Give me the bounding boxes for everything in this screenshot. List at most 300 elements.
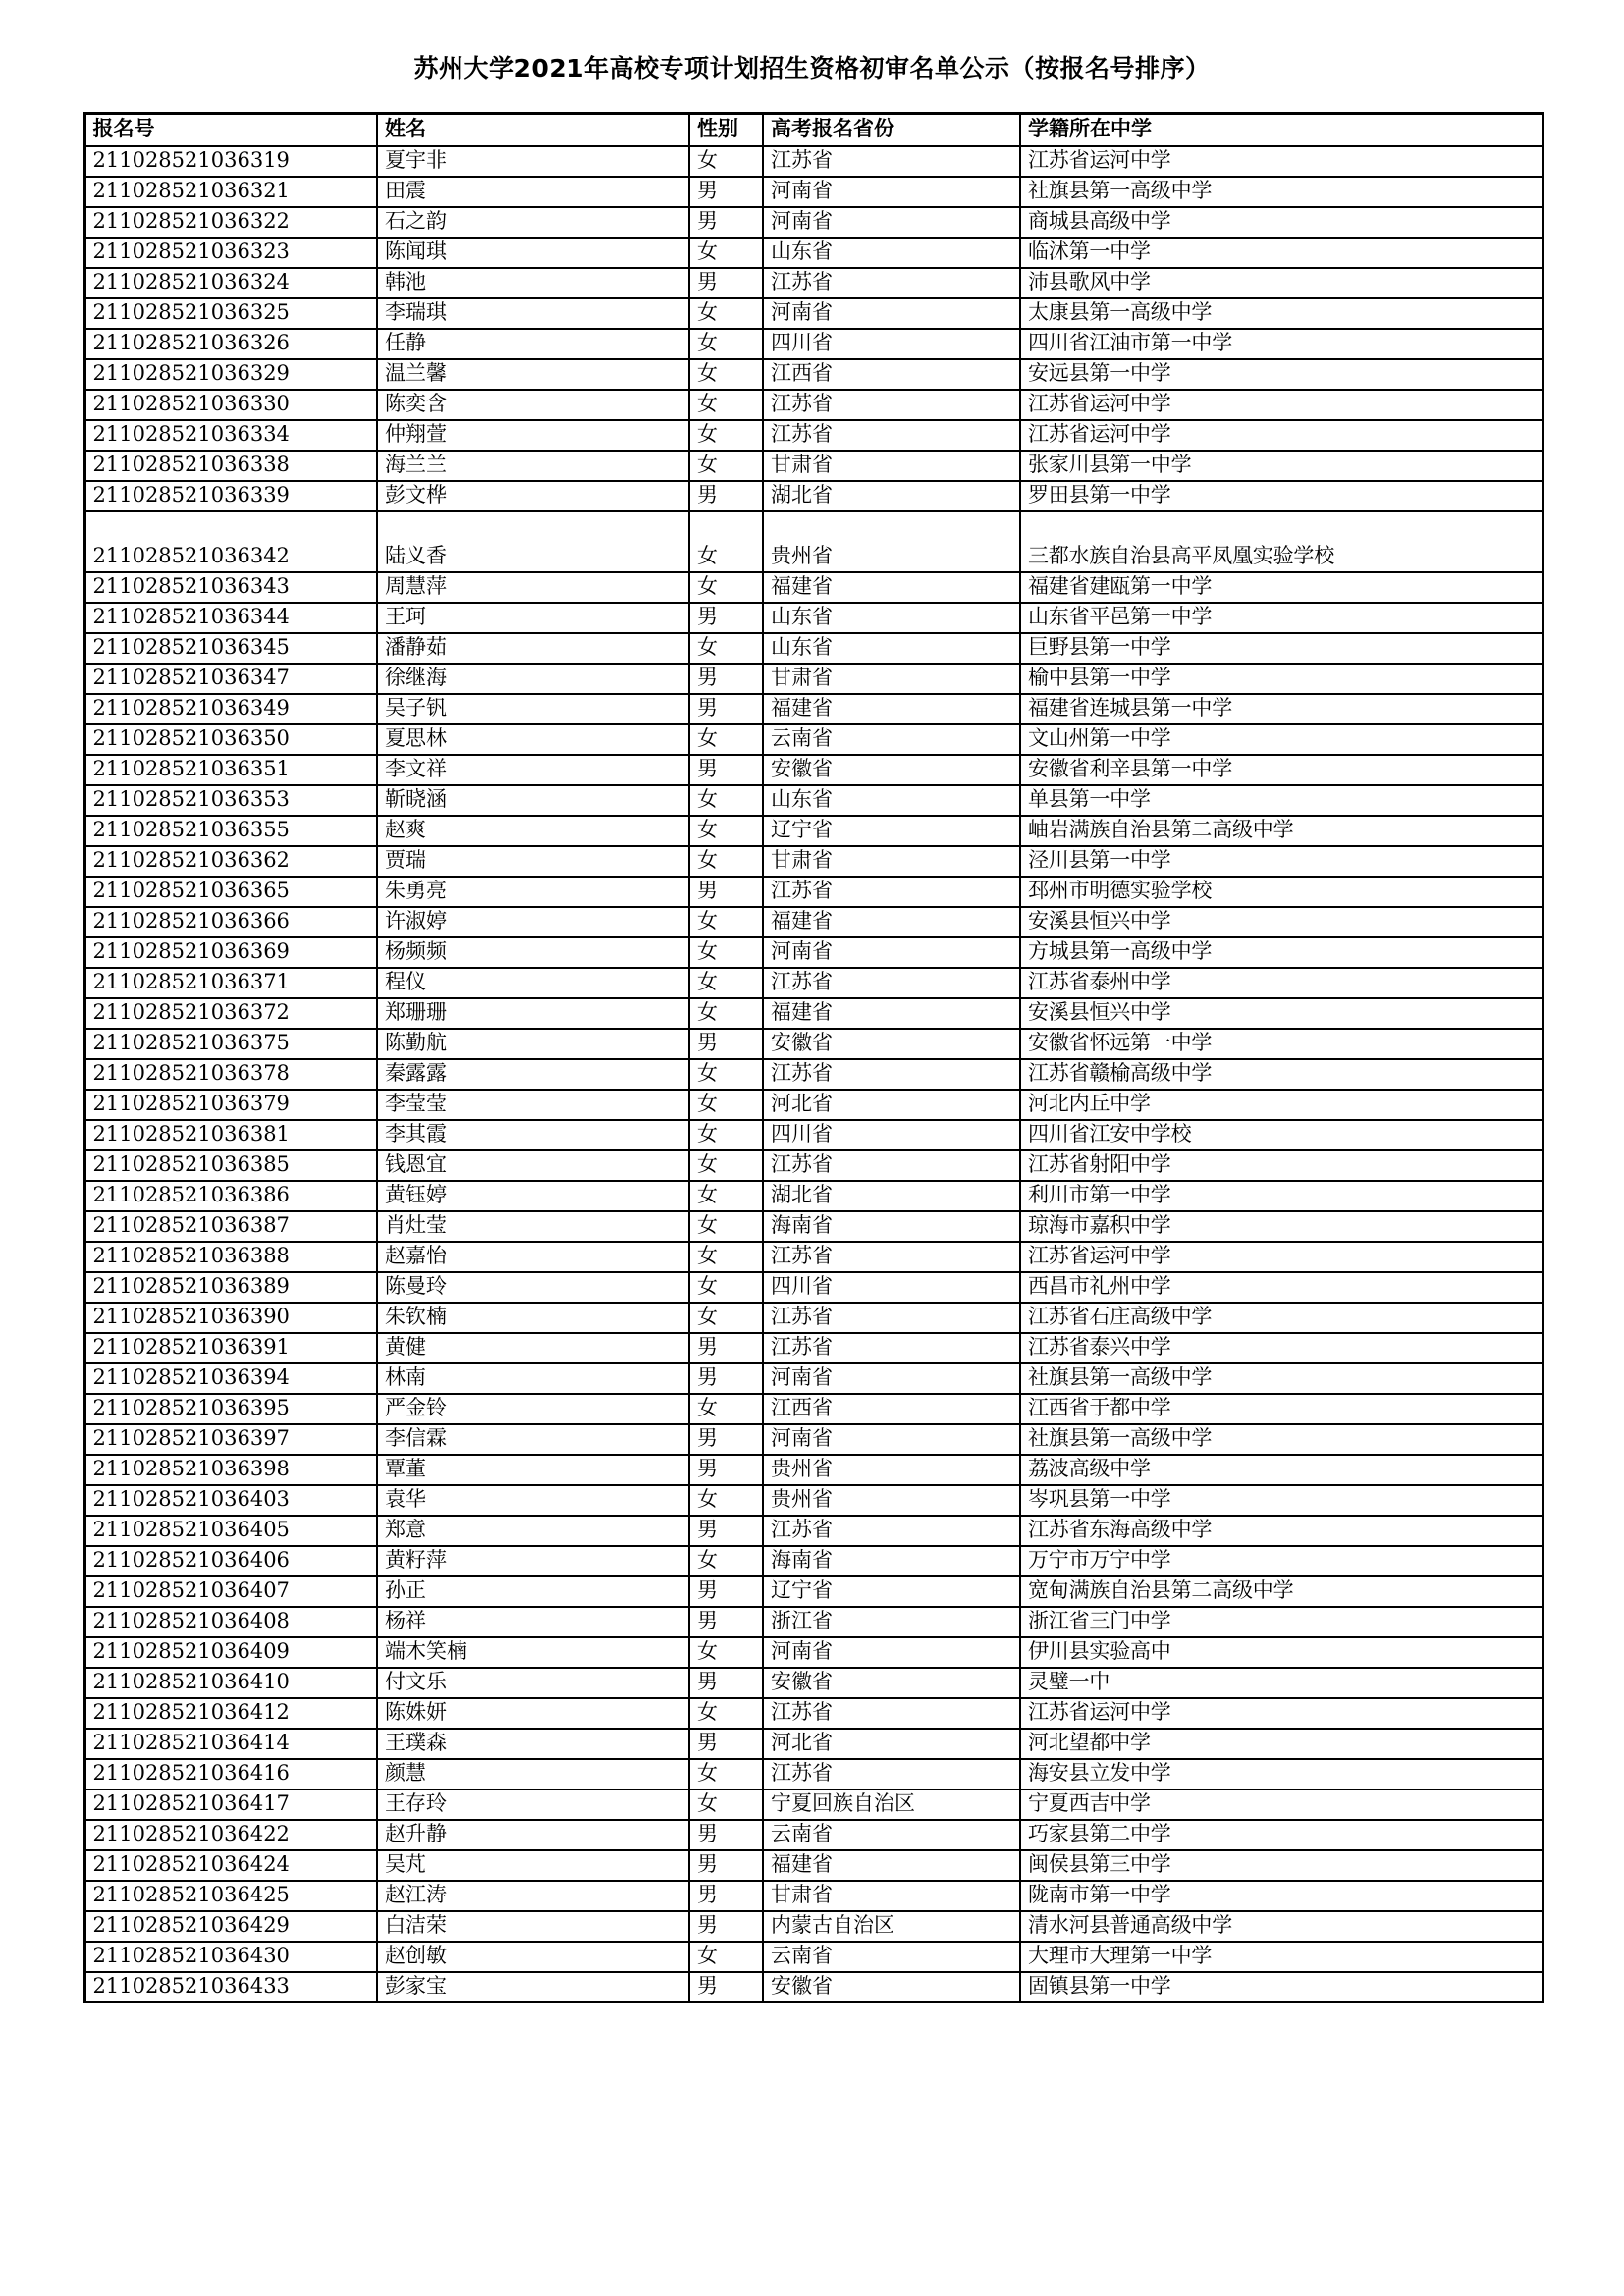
table-row — [84, 998, 1543, 1029]
cell-exam-province: 安徽省 — [763, 755, 1020, 785]
cell-exam-province: 江苏省 — [763, 1242, 1020, 1272]
cell-student-name: 任静 — [377, 329, 689, 359]
cell-exam-province: 江苏省 — [763, 268, 1020, 298]
cell-school: 安徽省怀远第一中学 — [1020, 1029, 1543, 1059]
cell-gender: 男 — [689, 603, 763, 633]
table-row — [84, 451, 1543, 481]
cell-gender: 女 — [689, 1059, 763, 1090]
cell-school: 江苏省泰州中学 — [1020, 968, 1543, 998]
cell-exam-province: 江苏省 — [763, 877, 1020, 907]
cell-registration-number: 211028521036407 — [84, 1576, 377, 1607]
cell-registration-number: 211028521036414 — [84, 1729, 377, 1759]
cell-school: 江苏省运河中学 — [1020, 390, 1543, 420]
cell-exam-province: 湖北省 — [763, 481, 1020, 511]
cell-school: 文山州第一中学 — [1020, 724, 1543, 755]
cell-registration-number: 211028521036379 — [84, 1090, 377, 1120]
cell-student-name: 陈姝妍 — [377, 1698, 689, 1729]
cell-exam-province: 福建省 — [763, 907, 1020, 937]
table-row — [84, 1698, 1543, 1729]
cell-student-name: 杨频频 — [377, 937, 689, 968]
cell-gender: 男 — [689, 1576, 763, 1607]
cell-registration-number: 211028521036389 — [84, 1272, 377, 1303]
cell-registration-number: 211028521036319 — [84, 146, 377, 177]
cell-gender: 女 — [689, 1303, 763, 1333]
cell-school: 巨野县第一中学 — [1020, 633, 1543, 664]
cell-student-name: 海兰兰 — [377, 451, 689, 481]
cell-student-name: 仲翔萱 — [377, 420, 689, 451]
cell-registration-number: 211028521036334 — [84, 420, 377, 451]
cell-registration-number: 211028521036422 — [84, 1820, 377, 1850]
cell-registration-number: 211028521036430 — [84, 1942, 377, 1972]
cell-student-name: 赵嘉怡 — [377, 1242, 689, 1272]
cell-exam-province: 四川省 — [763, 1272, 1020, 1303]
cell-school: 清水河县普通高级中学 — [1020, 1911, 1543, 1942]
cell-registration-number: 211028521036362 — [84, 846, 377, 877]
cell-school: 江苏省东海高级中学 — [1020, 1516, 1543, 1546]
cell-gender: 男 — [689, 1850, 763, 1881]
cell-student-name: 夏宇非 — [377, 146, 689, 177]
table-row — [84, 238, 1543, 268]
cell-student-name: 田震 — [377, 177, 689, 207]
cell-gender: 男 — [689, 1668, 763, 1698]
table-row — [84, 298, 1543, 329]
cell-gender: 男 — [689, 1881, 763, 1911]
table-row — [84, 694, 1543, 724]
cell-gender: 女 — [689, 1242, 763, 1272]
cell-exam-province: 山东省 — [763, 603, 1020, 633]
cell-student-name: 徐继海 — [377, 664, 689, 694]
table-row — [84, 359, 1543, 390]
cell-gender: 女 — [689, 1546, 763, 1576]
cell-school: 琼海市嘉积中学 — [1020, 1211, 1543, 1242]
cell-school: 巧家县第二中学 — [1020, 1820, 1543, 1850]
cell-school: 安溪县恒兴中学 — [1020, 998, 1543, 1029]
cell-school: 宁夏西吉中学 — [1020, 1789, 1543, 1820]
table-header-row — [84, 114, 1543, 146]
cell-school: 太康县第一高级中学 — [1020, 298, 1543, 329]
cell-student-name: 杨祥 — [377, 1607, 689, 1637]
cell-student-name: 陈奕含 — [377, 390, 689, 420]
cell-student-name: 陈曼玲 — [377, 1272, 689, 1303]
cell-exam-province: 海南省 — [763, 1211, 1020, 1242]
cell-student-name: 潘静茹 — [377, 633, 689, 664]
table-row — [84, 1789, 1543, 1820]
table-row — [84, 146, 1543, 177]
cell-school: 宽甸满族自治县第二高级中学 — [1020, 1576, 1543, 1607]
cell-gender: 女 — [689, 359, 763, 390]
cell-student-name: 彭家宝 — [377, 1972, 689, 2002]
table-row — [84, 1516, 1543, 1546]
cell-gender: 女 — [689, 937, 763, 968]
cell-school: 江苏省运河中学 — [1020, 1242, 1543, 1272]
cell-exam-province: 河南省 — [763, 207, 1020, 238]
table-row — [84, 785, 1543, 816]
cell-registration-number: 211028521036403 — [84, 1485, 377, 1516]
cell-school: 安远县第一中学 — [1020, 359, 1543, 390]
cell-school: 福建省建瓯第一中学 — [1020, 572, 1543, 603]
cell-gender: 男 — [689, 1729, 763, 1759]
cell-student-name: 李瑞琪 — [377, 298, 689, 329]
table-row — [84, 1333, 1543, 1363]
cell-gender: 男 — [689, 1029, 763, 1059]
cell-school: 安徽省利辛县第一中学 — [1020, 755, 1543, 785]
table-row — [84, 816, 1543, 846]
table-row — [84, 1455, 1543, 1485]
cell-gender: 男 — [689, 694, 763, 724]
cell-exam-province: 江苏省 — [763, 1333, 1020, 1363]
cell-registration-number: 211028521036369 — [84, 937, 377, 968]
cell-student-name: 黄籽萍 — [377, 1546, 689, 1576]
cell-student-name: 吴子钒 — [377, 694, 689, 724]
cell-exam-province: 湖北省 — [763, 1181, 1020, 1211]
cell-exam-province: 浙江省 — [763, 1607, 1020, 1637]
cell-gender: 女 — [689, 1272, 763, 1303]
table-row — [84, 1059, 1543, 1090]
cell-registration-number: 211028521036381 — [84, 1120, 377, 1150]
cell-school: 方城县第一高级中学 — [1020, 937, 1543, 968]
cell-school: 四川省江油市第一中学 — [1020, 329, 1543, 359]
cell-student-name: 陈勤航 — [377, 1029, 689, 1059]
cell-gender: 女 — [689, 146, 763, 177]
cell-gender: 女 — [689, 1759, 763, 1789]
cell-school: 江苏省射阳中学 — [1020, 1150, 1543, 1181]
cell-school: 三都水族自治县高平凤凰实验学校 — [1020, 511, 1543, 572]
cell-school: 沛县歌风中学 — [1020, 268, 1543, 298]
table-row — [84, 1150, 1543, 1181]
cell-exam-province: 江苏省 — [763, 420, 1020, 451]
cell-gender: 女 — [689, 1211, 763, 1242]
cell-exam-province: 甘肃省 — [763, 846, 1020, 877]
cell-registration-number: 211028521036387 — [84, 1211, 377, 1242]
cell-school: 榆中县第一中学 — [1020, 664, 1543, 694]
cell-student-name: 靳晓涵 — [377, 785, 689, 816]
cell-gender: 男 — [689, 1607, 763, 1637]
cell-exam-province: 河北省 — [763, 1090, 1020, 1120]
table-row — [84, 1211, 1543, 1242]
table-row — [84, 1485, 1543, 1516]
cell-school: 社旗县第一高级中学 — [1020, 1424, 1543, 1455]
table-row — [84, 329, 1543, 359]
cell-school: 岑巩县第一中学 — [1020, 1485, 1543, 1516]
cell-student-name: 郑珊珊 — [377, 998, 689, 1029]
cell-registration-number: 211028521036366 — [84, 907, 377, 937]
cell-registration-number: 211028521036321 — [84, 177, 377, 207]
cell-student-name: 端木笑楠 — [377, 1637, 689, 1668]
column-header-name: 姓名 — [377, 114, 689, 146]
cell-school: 灵璧一中 — [1020, 1668, 1543, 1698]
cell-gender: 女 — [689, 1637, 763, 1668]
cell-exam-province: 山东省 — [763, 238, 1020, 268]
table-body — [84, 146, 1543, 2002]
cell-school: 西昌市礼州中学 — [1020, 1272, 1543, 1303]
cell-student-name: 李信霖 — [377, 1424, 689, 1455]
cell-exam-province: 江苏省 — [763, 1059, 1020, 1090]
cell-gender: 女 — [689, 238, 763, 268]
cell-gender: 女 — [689, 329, 763, 359]
cell-registration-number: 211028521036429 — [84, 1911, 377, 1942]
cell-school: 浙江省三门中学 — [1020, 1607, 1543, 1637]
cell-student-name: 孙正 — [377, 1576, 689, 1607]
cell-gender: 男 — [689, 481, 763, 511]
cell-exam-province: 江苏省 — [763, 1759, 1020, 1789]
cell-registration-number: 211028521036372 — [84, 998, 377, 1029]
cell-school: 社旗县第一高级中学 — [1020, 1363, 1543, 1394]
cell-exam-province: 福建省 — [763, 694, 1020, 724]
cell-registration-number: 211028521036324 — [84, 268, 377, 298]
cell-student-name: 温兰馨 — [377, 359, 689, 390]
cell-school: 罗田县第一中学 — [1020, 481, 1543, 511]
table-row — [84, 420, 1543, 451]
table-row — [84, 1911, 1543, 1942]
cell-exam-province: 江苏省 — [763, 968, 1020, 998]
cell-registration-number: 211028521036371 — [84, 968, 377, 998]
cell-registration-number: 211028521036350 — [84, 724, 377, 755]
cell-gender: 女 — [689, 1394, 763, 1424]
table-row — [84, 572, 1543, 603]
cell-registration-number: 211028521036433 — [84, 1972, 377, 2002]
table-row — [84, 1850, 1543, 1881]
cell-school: 江苏省泰兴中学 — [1020, 1333, 1543, 1363]
cell-student-name: 王存玲 — [377, 1789, 689, 1820]
cell-registration-number: 211028521036342 — [84, 511, 377, 572]
table-header — [84, 114, 1543, 146]
cell-student-name: 周慧萍 — [377, 572, 689, 603]
cell-school: 泾川县第一中学 — [1020, 846, 1543, 877]
cell-exam-province: 内蒙古自治区 — [763, 1911, 1020, 1942]
cell-student-name: 陆义香 — [377, 511, 689, 572]
cell-registration-number: 211028521036398 — [84, 1455, 377, 1485]
cell-exam-province: 河南省 — [763, 1363, 1020, 1394]
cell-student-name: 覃董 — [377, 1455, 689, 1485]
table-row — [84, 207, 1543, 238]
cell-gender: 女 — [689, 420, 763, 451]
cell-school: 河北内丘中学 — [1020, 1090, 1543, 1120]
cell-exam-province: 贵州省 — [763, 1455, 1020, 1485]
cell-gender: 女 — [689, 1789, 763, 1820]
cell-exam-province: 江苏省 — [763, 1150, 1020, 1181]
cell-exam-province: 江苏省 — [763, 1516, 1020, 1546]
cell-exam-province: 江西省 — [763, 359, 1020, 390]
cell-school: 福建省连城县第一中学 — [1020, 694, 1543, 724]
table-row — [84, 1363, 1543, 1394]
table-row — [84, 1881, 1543, 1911]
cell-school: 商城县高级中学 — [1020, 207, 1543, 238]
cell-student-name: 肖灶莹 — [377, 1211, 689, 1242]
table-row — [84, 1607, 1543, 1637]
cell-gender: 女 — [689, 724, 763, 755]
cell-gender: 男 — [689, 177, 763, 207]
table-row — [84, 877, 1543, 907]
table-row — [84, 1424, 1543, 1455]
table-row — [84, 511, 1543, 572]
cell-exam-province: 福建省 — [763, 572, 1020, 603]
cell-gender: 女 — [689, 1698, 763, 1729]
cell-school: 荔波高级中学 — [1020, 1455, 1543, 1485]
cell-gender: 女 — [689, 1150, 763, 1181]
cell-exam-province: 甘肃省 — [763, 1881, 1020, 1911]
cell-exam-province: 云南省 — [763, 1820, 1020, 1850]
cell-gender: 女 — [689, 998, 763, 1029]
cell-exam-province: 宁夏回族自治区 — [763, 1789, 1020, 1820]
cell-school: 万宁市万宁中学 — [1020, 1546, 1543, 1576]
cell-registration-number: 211028521036351 — [84, 755, 377, 785]
table-row — [84, 481, 1543, 511]
cell-student-name: 赵江涛 — [377, 1881, 689, 1911]
column-header-id: 报名号 — [84, 114, 377, 146]
cell-student-name: 钱恩宜 — [377, 1150, 689, 1181]
cell-school: 单县第一中学 — [1020, 785, 1543, 816]
cell-registration-number: 211028521036355 — [84, 816, 377, 846]
cell-registration-number: 211028521036424 — [84, 1850, 377, 1881]
cell-school: 张家川县第一中学 — [1020, 451, 1543, 481]
cell-school: 安溪县恒兴中学 — [1020, 907, 1543, 937]
cell-school: 伊川县实验高中 — [1020, 1637, 1543, 1668]
column-header-province: 高考报名省份 — [763, 114, 1020, 146]
cell-student-name: 赵升静 — [377, 1820, 689, 1850]
cell-exam-province: 四川省 — [763, 329, 1020, 359]
cell-gender: 男 — [689, 1424, 763, 1455]
cell-exam-province: 江苏省 — [763, 1698, 1020, 1729]
cell-gender: 女 — [689, 1942, 763, 1972]
cell-gender: 男 — [689, 1516, 763, 1546]
cell-registration-number: 211028521036416 — [84, 1759, 377, 1789]
cell-exam-province: 江苏省 — [763, 390, 1020, 420]
cell-gender: 女 — [689, 298, 763, 329]
table-row — [84, 1120, 1543, 1150]
cell-registration-number: 211028521036353 — [84, 785, 377, 816]
cell-exam-province: 江苏省 — [763, 1303, 1020, 1333]
cell-student-name: 夏思林 — [377, 724, 689, 755]
roster-table-wrapper — [83, 112, 1542, 2003]
cell-school: 江苏省运河中学 — [1020, 420, 1543, 451]
cell-exam-province: 辽宁省 — [763, 1576, 1020, 1607]
cell-registration-number: 211028521036395 — [84, 1394, 377, 1424]
cell-registration-number: 211028521036406 — [84, 1546, 377, 1576]
cell-student-name: 王璞森 — [377, 1729, 689, 1759]
cell-student-name: 袁华 — [377, 1485, 689, 1516]
table-row — [84, 1242, 1543, 1272]
cell-student-name: 陈闻琪 — [377, 238, 689, 268]
cell-exam-province: 四川省 — [763, 1120, 1020, 1150]
cell-student-name: 白洁荣 — [377, 1911, 689, 1942]
cell-exam-province: 河南省 — [763, 298, 1020, 329]
cell-exam-province: 福建省 — [763, 998, 1020, 1029]
cell-school: 河北望都中学 — [1020, 1729, 1543, 1759]
cell-gender: 女 — [689, 1485, 763, 1516]
cell-school: 陇南市第一中学 — [1020, 1881, 1543, 1911]
cell-school: 江苏省运河中学 — [1020, 146, 1543, 177]
cell-registration-number: 211028521036325 — [84, 298, 377, 329]
cell-exam-province: 甘肃省 — [763, 664, 1020, 694]
cell-registration-number: 211028521036410 — [84, 1668, 377, 1698]
cell-gender: 女 — [689, 785, 763, 816]
cell-student-name: 彭文桦 — [377, 481, 689, 511]
cell-registration-number: 211028521036385 — [84, 1150, 377, 1181]
cell-student-name: 郑意 — [377, 1516, 689, 1546]
cell-gender: 男 — [689, 755, 763, 785]
cell-gender: 女 — [689, 572, 763, 603]
table-row — [84, 1546, 1543, 1576]
cell-registration-number: 211028521036322 — [84, 207, 377, 238]
cell-gender: 女 — [689, 816, 763, 846]
table-row — [84, 846, 1543, 877]
cell-registration-number: 211028521036390 — [84, 1303, 377, 1333]
cell-student-name: 黄钰婷 — [377, 1181, 689, 1211]
cell-exam-province: 贵州省 — [763, 1485, 1020, 1516]
cell-registration-number: 211028521036397 — [84, 1424, 377, 1455]
cell-gender: 男 — [689, 1972, 763, 2002]
table-row — [84, 968, 1543, 998]
cell-exam-province: 云南省 — [763, 1942, 1020, 1972]
column-header-sex: 性别 — [689, 114, 763, 146]
cell-registration-number: 211028521036375 — [84, 1029, 377, 1059]
cell-registration-number: 211028521036409 — [84, 1637, 377, 1668]
table-row — [84, 1576, 1543, 1607]
table-row — [84, 1181, 1543, 1211]
cell-student-name: 吴芃 — [377, 1850, 689, 1881]
cell-exam-province: 安徽省 — [763, 1972, 1020, 2002]
cell-student-name: 严金铃 — [377, 1394, 689, 1424]
cell-school: 闽侯县第三中学 — [1020, 1850, 1543, 1881]
table-row — [84, 177, 1543, 207]
table-row — [84, 1972, 1543, 2002]
cell-exam-province: 海南省 — [763, 1546, 1020, 1576]
cell-exam-province: 河南省 — [763, 177, 1020, 207]
cell-gender: 女 — [689, 1120, 763, 1150]
cell-registration-number: 211028521036323 — [84, 238, 377, 268]
cell-student-name: 秦露露 — [377, 1059, 689, 1090]
cell-school: 岫岩满族自治县第二高级中学 — [1020, 816, 1543, 846]
cell-registration-number: 211028521036338 — [84, 451, 377, 481]
cell-student-name: 朱钦楠 — [377, 1303, 689, 1333]
table-row — [84, 755, 1543, 785]
cell-exam-province: 福建省 — [763, 1850, 1020, 1881]
cell-school: 江西省于都中学 — [1020, 1394, 1543, 1424]
cell-gender: 男 — [689, 1363, 763, 1394]
cell-student-name: 朱勇亮 — [377, 877, 689, 907]
column-header-school: 学籍所在中学 — [1020, 114, 1543, 146]
table-row — [84, 603, 1543, 633]
cell-school: 海安县立发中学 — [1020, 1759, 1543, 1789]
cell-school: 大理市大理第一中学 — [1020, 1942, 1543, 1972]
cell-student-name: 李莹莹 — [377, 1090, 689, 1120]
cell-registration-number: 211028521036408 — [84, 1607, 377, 1637]
table-row — [84, 937, 1543, 968]
cell-registration-number: 211028521036329 — [84, 359, 377, 390]
cell-student-name: 许淑婷 — [377, 907, 689, 937]
cell-student-name: 王珂 — [377, 603, 689, 633]
cell-registration-number: 211028521036394 — [84, 1363, 377, 1394]
cell-gender: 女 — [689, 511, 763, 572]
cell-school: 江苏省石庄高级中学 — [1020, 1303, 1543, 1333]
cell-school: 四川省江安中学校 — [1020, 1120, 1543, 1150]
table-row — [84, 1759, 1543, 1789]
cell-registration-number: 211028521036378 — [84, 1059, 377, 1090]
cell-student-name: 林南 — [377, 1363, 689, 1394]
cell-exam-province: 河南省 — [763, 937, 1020, 968]
cell-student-name: 黄健 — [377, 1333, 689, 1363]
table-row — [84, 724, 1543, 755]
table-row — [84, 664, 1543, 694]
cell-registration-number: 211028521036339 — [84, 481, 377, 511]
cell-registration-number: 211028521036349 — [84, 694, 377, 724]
cell-registration-number: 211028521036391 — [84, 1333, 377, 1363]
table-row — [84, 633, 1543, 664]
cell-student-name: 程仪 — [377, 968, 689, 998]
cell-school: 山东省平邑第一中学 — [1020, 603, 1543, 633]
cell-gender: 男 — [689, 207, 763, 238]
table-row — [84, 1394, 1543, 1424]
